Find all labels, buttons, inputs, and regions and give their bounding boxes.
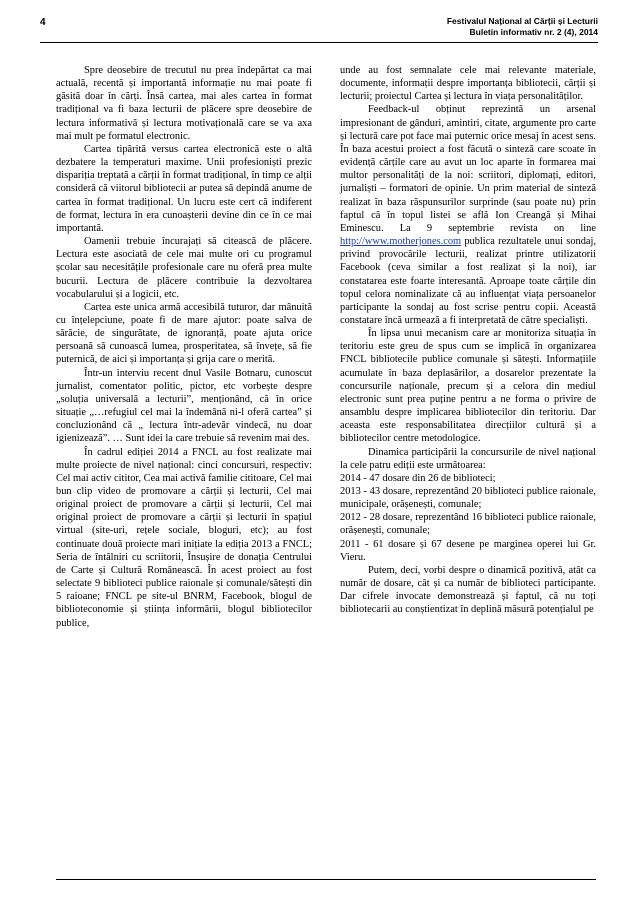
header-divider	[40, 42, 598, 43]
paragraph: Spre deosebire de trecutul nu prea îndepărtat ca mai actuală, recentă și importantă informație nu mai poate fi găsită doar în cărți. Însă cartea, mai ales cartea în format tradițional va fi baza lecturii de plăcere spre deosebire de lectura informativă și lectura motivațională care se va axa mai mult pe formatul electronic.	[56, 65, 312, 142]
list-item: 2012 - 28 dosare, reprezentând 16 biblioteci publice raionale, orășenești, comunale;	[340, 512, 596, 537]
paragraph: Putem, deci, vorbi despre o dinamică pozitivă, atât ca număr de dosare, cât și ca număr de biblioteci participante. Dar cifrele invocate demonstrează și faptul, că nu toți bibliotecarii au conștientizat în deplină măsură potențialul pe	[340, 564, 596, 616]
running-header-issue: Buletin informativ nr. 2 (4), 2014	[469, 27, 598, 37]
paragraph: În lipsa unui mecanism care ar monitoriza situația în teritoriu este greu de spus cum se implică în organizarea FNCL bibliotecile publice comunale și sătești. Informațiile acumulate în baza deplasărilor, a dosarelor prezentate la concursurile naționale, precum și a celora din mediul electronic sunt prea puține pentru a ne forma o privire de ansamblu despre implicarea bibliotecilor din teritoriu. Dar aceasta este responsabilitatea direcțiilor cultură și a bibliotecilor centre metodologice.	[340, 328, 596, 445]
page-number: 4	[40, 17, 46, 28]
paragraph: Cartea este unica armă accesibilă tuturor, dar mânuită cu înțelepciune, poate fi de mare ajutor: poate salva de sărăcie, de singurătate, de ignoranță, poate ajuta orice persoană să cunoască lumea, prosperitatea, să învețe, să fie puternică, de aici și importanța și grija care o merită.	[56, 301, 312, 366]
list-item: 2014 - 47 dosare din 26 de biblioteci;	[340, 472, 496, 484]
motherjones-link[interactable]: http://www.motherjones.com	[340, 236, 462, 248]
list-item: 2011 - 61 dosare și 67 desene pe marginea operei lui Gr. Vieru.	[340, 538, 596, 563]
paragraph: În cadrul ediției 2014 a FNCL au fost realizate mai multe proiecte de nivel național: cinci concursuri, respectiv: Cel mai activ cititor, Cea mai activă familie cititoare, Cel mai bun clip video de promovare a cărții și lecturii, Cel mai original proiect de promovare a cărții și lecturii, Cel mai original proiect de promovare a cărții și lecturii în spațiul virtual (site-uri, rețele sociale, bloguri, etc); au fost continuate două proiecte mari inițiate la ediția 2013 a FNCL; Seria de întâlniri cu scriitorii, Însușire de donația Centrului de Carte și Cultură Românească. În acest proiect au fost selectate 9 biblioteci publice raionale și comunale/sătești din 5 raioane; FNCL pe site-ul BNRM, Facebook, blogul de biblioteconomie și știința informării, blogul bibliotecilor publice,	[56, 446, 312, 629]
paragraph-text: Feedback-ul obținut reprezintă un arsenal impresionant de gânduri, amintiri, citate, argumente pro carte și lectură care pot face mai puternic orice mesaj în acest sens. În baza acestui proiect a fost făcută o sinteză care scoate în evidență cărțile care au avut un loc aparte în formarea mai multor personalități de la noi: scriitori, diplomați, editori, jurnaliști – formatori de opinie. Un prim material de sinteză realizat în baza răspunsurilor surprinde (sau poate nu) prin faptul că în topul listei se află Ion Creangă și Mihai Eminescu. La 9 septembrie revista on line	[340, 104, 596, 234]
text-column-right	[340, 64, 596, 617]
paragraph: unde au fost semnalate cele mai relevante materiale, documente, informații despre importanța bibliotecii, cărții și lecturii; proiectul Cartea și lectura în viața personalităților.	[340, 65, 596, 103]
paragraph: Cartea tipărită versus cartea electronică este o altă dezbatere la temperaturi maxime. Unii profesioniști prezic dispariția treptată a cărții în format tradițional, în timp ce alții consideră că viitorul bibliotecii ar putea să depindă anume de cartea în format tradițional. Un lucru este cert că indiferent de format, lectura în era cunoașterii devine din ce în ce mai importantă.	[56, 143, 312, 234]
paragraph: Oamenii trebuie încurajați să citească de plăcere. Lectura este asociată de cele mai multe ori cu programul școlar sau necesitățile profesionale care nu oferă prea multe bucurii. Lectura de plăcere contribuie la dezvoltarea vocabularului și a logicii, etc.	[56, 236, 312, 300]
text-column-left	[56, 64, 312, 630]
paragraph-with-link	[340, 103, 596, 327]
paragraph-text: publica rezultatele unui sondaj, privind provocările lecturii, realizat printre utilizatorii Facebook (ceva similar a fost realizat și la noi), iar constatarea este foarte interesantă. Aproape toate cărțile din topul celora nominalizate că au influențat viața persoanelor participante la sondaj au fost scrise pentru copii. Această constatare încă urmează a fi interpretată de către specialiști.	[340, 236, 596, 326]
footer-divider	[56, 879, 596, 880]
list-item: 2013 - 43 dosare, reprezentând 20 biblioteci publice raionale, municipale, orășenești, comunale;	[340, 486, 596, 511]
paragraph: Dinamica participării la concursurile de nivel național la cele patru ediții este următoarea:	[340, 446, 596, 471]
running-header-title: Festivalul Național al Cărții și Lecturii	[446, 16, 598, 26]
paragraph: Într-un interviu recent dnul Vasile Botnaru, cunoscut jurnalist, comentator politic, pictor, etc vorbește despre „soluția universală a lecturii”, menționând, că în orice situație „…refugiul cel mai la îndemână ni-l oferă cartea” și concluzionând că „ lectura într-adevăr vindecă, nu doar igienizează”. … Sunt idei la care trebuie să revenim mai des.	[56, 367, 312, 445]
running-header	[447, 16, 598, 38]
